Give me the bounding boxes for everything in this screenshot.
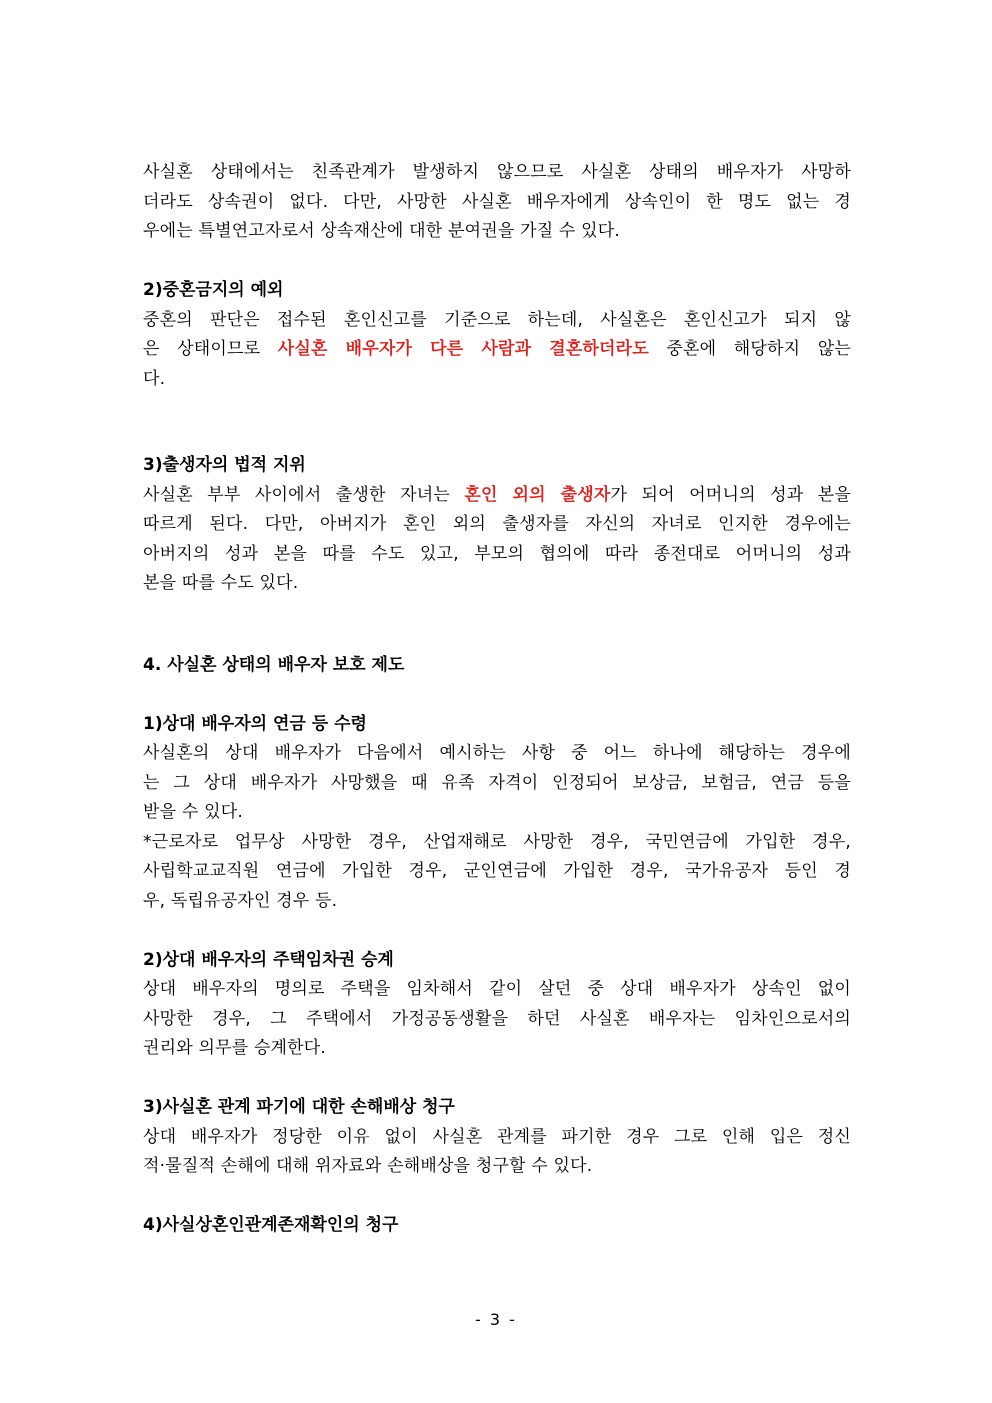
text-line: *근로자로 업무상 사망한 경우, 산업재해로 사망한 경우, 국민연금에 가입한 경우, (143, 831, 851, 852)
text-line: 사실혼 상태에서는 친족관계가 발생하지 않으므로 사실혼 상태의 배우자가 사망하 (143, 162, 851, 182)
text-line (143, 335, 851, 365)
text-line: 받을 수 있다. (143, 802, 243, 822)
text-line: 사실혼의 상대 배우자가 다음에서 예시하는 사항 중 어느 하나에 해당하는 경우에 (143, 743, 851, 763)
text-line: 상대 배우자의 명의로 주택을 임차해서 같이 살던 중 상대 배우자가 상속인 없이 (143, 979, 851, 999)
text-span: 사실혼 부부 사이에서 출생한 자녀는 (143, 484, 465, 505)
intro-paragraph (143, 158, 851, 247)
document-body (143, 158, 851, 1241)
section-heading: 3)출생자의 법적 지위 (143, 455, 306, 475)
text-line: 다. (143, 368, 166, 389)
highlight-text: 혼인 외의 출생자 (464, 484, 611, 505)
section-heading: 3)사실혼 관계 파기에 대한 손해배상 청구 (143, 1097, 455, 1117)
section-pension (143, 710, 851, 917)
section-heading: 2)상대 배우자의 주택임차권 승계 (143, 949, 394, 970)
highlight-text: 사실혼 배우자가 다른 사람과 결혼하더라도 (277, 339, 649, 359)
text-span: 중혼에 해당하지 않는 (648, 339, 851, 359)
text-line: 따르게 된다. 다만, 아버지가 혼인 외의 출생자를 자신의 자녀로 인지한 경우에는 (143, 514, 851, 534)
section-lease-succession (143, 946, 851, 1064)
section-child-status (143, 451, 851, 599)
text-line: 우, 독립유공자인 경우 등. (143, 890, 338, 911)
text-line: 권리와 의무를 승계한다. (143, 1038, 327, 1058)
text-line: 는 그 상대 배우자가 사망했을 때 유족 자격이 인정되어 보상금, 보험금, 연금 등을 (143, 772, 851, 793)
text-line: 적·물질적 손해에 대해 위자료와 손해배상을 청구할 수 있다. (143, 1156, 593, 1176)
chapter-title: 4. 사실혼 상태의 배우자 보호 제도 (143, 654, 405, 675)
section-damages-claim (143, 1093, 851, 1182)
text-line (143, 481, 851, 511)
text-line: 아버지의 성과 본을 따를 수도 있고, 부모의 협의에 따라 종전대로 어머니의 성과 (143, 543, 851, 564)
section-heading: 4)사실상혼인관계존재확인의 청구 (143, 1215, 399, 1235)
section-heading: 1)상대 배우자의 연금 등 수령 (143, 713, 367, 734)
text-line: 우에는 특별연고자로서 상속재산에 대한 분여권을 가질 수 있다. (143, 221, 621, 241)
text-line: 사립학교교직원 연금에 가입한 경우, 군인연금에 가입한 경우, 국가유공자 등인 경 (143, 861, 851, 881)
section-bigamy-exception (143, 276, 851, 394)
section-confirmation-claim (143, 1211, 851, 1241)
section-heading: 2)중혼금지의 예외 (143, 280, 284, 300)
text-line: 상대 배우자가 정당한 이유 없이 사실혼 관계를 파기한 경우 그로 인해 입은 정신 (143, 1126, 851, 1147)
text-line: 본을 따를 수도 있다. (143, 573, 299, 593)
text-span: 가 되어 어머니의 성과 본을 (610, 484, 851, 505)
text-line: 중혼의 판단은 접수된 혼인신고를 기준으로 하는데, 사실혼은 혼인신고가 되지 않 (143, 309, 851, 330)
text-line: 더라도 상속권이 없다. 다만, 사망한 사실혼 배우자에게 상속인이 한 명도 없는 경 (143, 191, 851, 212)
text-span: 은 상태이므로 (143, 339, 278, 359)
page-number: - 3 - (475, 1310, 517, 1329)
text-line: 사망한 경우, 그 주택에서 가정공동생활을 하던 사실혼 배우자는 임차인으로서의 (143, 1008, 851, 1029)
